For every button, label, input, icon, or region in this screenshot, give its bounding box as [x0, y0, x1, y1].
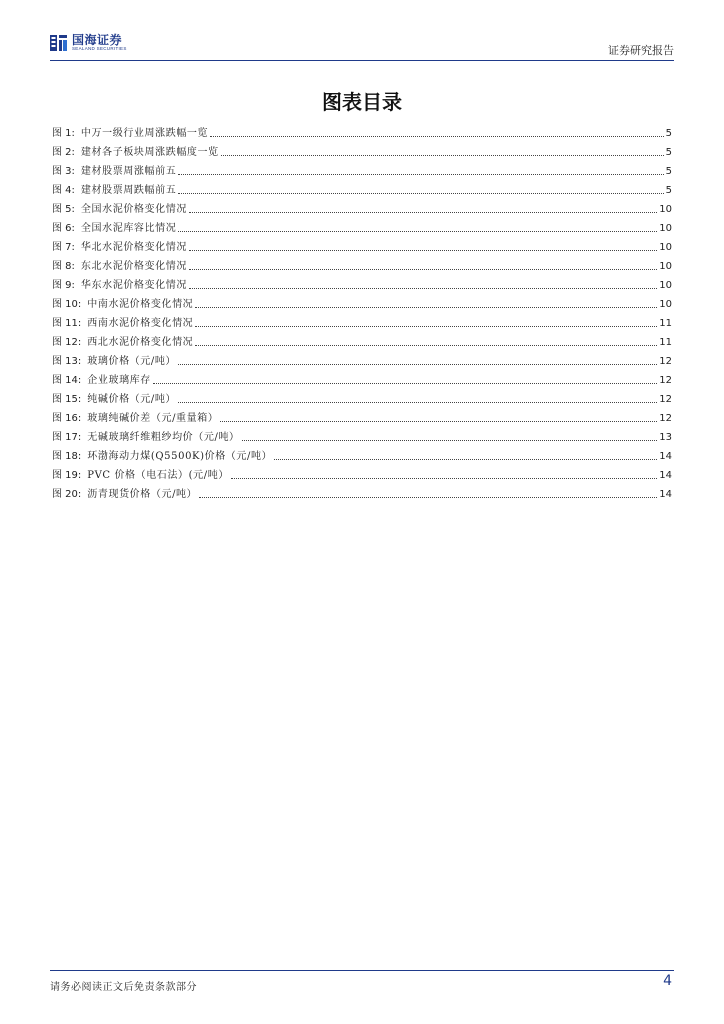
toc-dot-leader: [153, 382, 657, 384]
toc-page-number: 14: [659, 470, 672, 481]
toc-entry[interactable]: [52, 444, 672, 463]
toc-dot-leader: [221, 154, 664, 156]
toc-figure-title: 全国水泥库容比情况: [80, 223, 177, 234]
toc-figure-title: 建材各子板块周涨跌幅度一览: [80, 147, 219, 158]
toc-figure-title: 沥青现货价格（元/吨）: [87, 489, 198, 500]
toc-figure-number: 图 3:: [52, 166, 75, 177]
toc-figure-number: 图 11:: [52, 318, 82, 329]
toc-figure-title: 建材股票周涨幅前五: [80, 166, 177, 177]
toc-page-number: 11: [659, 337, 672, 348]
toc-figure-title: 环渤海动力煤(Q5500K)价格（元/吨）: [87, 451, 273, 462]
toc-entry[interactable]: [52, 387, 672, 406]
logo-english-name: SEALAND SECURITIES: [72, 46, 127, 52]
toc-page-number: 10: [659, 223, 672, 234]
toc-figure-number: 图 18:: [52, 451, 82, 462]
toc-figure-title: 中万一级行业周涨跌幅一览: [80, 128, 209, 139]
toc-entry[interactable]: [52, 254, 672, 273]
toc-figure-title: 玻璃价格（元/吨）: [87, 356, 177, 367]
toc-figure-title: 建材股票周跌幅前五: [80, 185, 177, 196]
toc-page-number: 10: [659, 204, 672, 215]
toc-figure-number: 图 17:: [52, 432, 82, 443]
toc-figure-number: 图 10:: [52, 299, 82, 310]
toc-dot-leader: [195, 344, 657, 346]
toc-figure-number: 图 16:: [52, 413, 82, 424]
toc-dot-leader: [189, 268, 657, 270]
toc-figure-number: 图 14:: [52, 375, 82, 386]
toc-entry[interactable]: [52, 349, 672, 368]
toc-dot-leader: [210, 135, 664, 137]
toc-dot-leader: [178, 192, 663, 194]
toc-page-number: 12: [659, 394, 672, 405]
toc-page-number: 10: [659, 280, 672, 291]
toc-page-number: 13: [659, 432, 672, 443]
toc-figure-title: 西北水泥价格变化情况: [87, 337, 194, 348]
toc-dot-leader: [178, 230, 657, 232]
toc-figure-number: 图 8:: [52, 261, 75, 272]
toc-figure-title: 企业玻璃库存: [87, 375, 151, 386]
toc-figure-title: 纯碱价格（元/吨）: [87, 394, 177, 405]
toc-figure-number: 图 5:: [52, 204, 75, 215]
toc-dot-leader: [189, 287, 657, 289]
toc-entry[interactable]: [52, 121, 672, 140]
toc-figure-number: 图 4:: [52, 185, 75, 196]
toc-dot-leader: [242, 439, 658, 441]
toc-page-number: 5: [665, 166, 672, 177]
disclaimer-note: 请务必阅读正文后免责条款部分: [50, 982, 197, 993]
toc-figure-title: 玻璃纯碱价差（元/重量箱）: [87, 413, 219, 424]
toc-entry[interactable]: [52, 216, 672, 235]
toc-page-number: 14: [659, 489, 672, 500]
toc-dot-leader: [195, 306, 657, 308]
toc-entry[interactable]: [52, 273, 672, 292]
toc-entry[interactable]: [52, 368, 672, 387]
toc-dot-leader: [274, 458, 657, 460]
toc-figure-number: 图 20:: [52, 489, 82, 500]
toc-entry[interactable]: [52, 140, 672, 159]
toc-figure-number: 图 15:: [52, 394, 82, 405]
toc-page-number: 14: [659, 451, 672, 462]
page-number: 4: [663, 973, 672, 989]
toc-dot-leader: [178, 173, 663, 175]
toc-entry[interactable]: [52, 197, 672, 216]
toc-dot-leader: [199, 496, 657, 498]
toc-figure-number: 图 7:: [52, 242, 75, 253]
toc-figure-number: 图 9:: [52, 280, 75, 291]
toc-figure-title: 全国水泥价格变化情况: [80, 204, 187, 215]
toc-dot-leader: [178, 401, 657, 403]
figure-index-list: [52, 121, 672, 501]
toc-figure-number: 图 1:: [52, 128, 75, 139]
toc-figure-title: PVC 价格（电石法）(元/吨）: [87, 470, 229, 481]
toc-page-number: 10: [659, 242, 672, 253]
toc-page-number: 5: [665, 147, 672, 158]
toc-figure-number: 图 12:: [52, 337, 82, 348]
toc-page-number: 5: [665, 185, 672, 196]
toc-dot-leader: [220, 420, 657, 422]
toc-dot-leader: [231, 477, 657, 479]
page-header: [50, 28, 674, 61]
toc-figure-title: 无碱玻璃纤维粗纱均价（元/吨）: [87, 432, 240, 443]
toc-entry[interactable]: [52, 425, 672, 444]
toc-dot-leader: [189, 211, 657, 213]
toc-dot-leader: [195, 325, 657, 327]
page-footer: [50, 970, 674, 995]
toc-entry[interactable]: [52, 235, 672, 254]
page-title: 图表目录: [322, 90, 402, 114]
toc-page-number: 12: [659, 413, 672, 424]
toc-figure-number: 图 13:: [52, 356, 82, 367]
toc-dot-leader: [178, 363, 657, 365]
logo-chinese-name: 国海证券: [72, 33, 123, 48]
company-logo: [50, 32, 127, 54]
toc-page-number: 12: [659, 375, 672, 386]
report-type-label: 证券研究报告: [608, 44, 674, 57]
toc-entry[interactable]: [52, 311, 672, 330]
toc-dot-leader: [189, 249, 657, 251]
toc-figure-number: 图 2:: [52, 147, 75, 158]
toc-figure-title: 华北水泥价格变化情况: [80, 242, 187, 253]
toc-entry[interactable]: [52, 159, 672, 178]
toc-page-number: 10: [659, 261, 672, 272]
toc-figure-title: 西南水泥价格变化情况: [87, 318, 194, 329]
toc-entry[interactable]: [52, 178, 672, 197]
toc-entry[interactable]: [52, 406, 672, 425]
toc-entry[interactable]: [52, 292, 672, 311]
toc-entry[interactable]: [52, 463, 672, 482]
toc-figure-title: 中南水泥价格变化情况: [87, 299, 194, 310]
toc-page-number: 12: [659, 356, 672, 367]
toc-page-number: 10: [659, 299, 672, 310]
sealand-logo-icon: [50, 34, 68, 52]
toc-page-number: 11: [659, 318, 672, 329]
toc-figure-title: 东北水泥价格变化情况: [80, 261, 187, 272]
toc-figure-number: 图 19:: [52, 470, 82, 481]
toc-figure-number: 图 6:: [52, 223, 75, 234]
toc-figure-title: 华东水泥价格变化情况: [80, 280, 187, 291]
toc-page-number: 5: [665, 128, 672, 139]
toc-entry[interactable]: [52, 482, 672, 501]
toc-entry[interactable]: [52, 330, 672, 349]
